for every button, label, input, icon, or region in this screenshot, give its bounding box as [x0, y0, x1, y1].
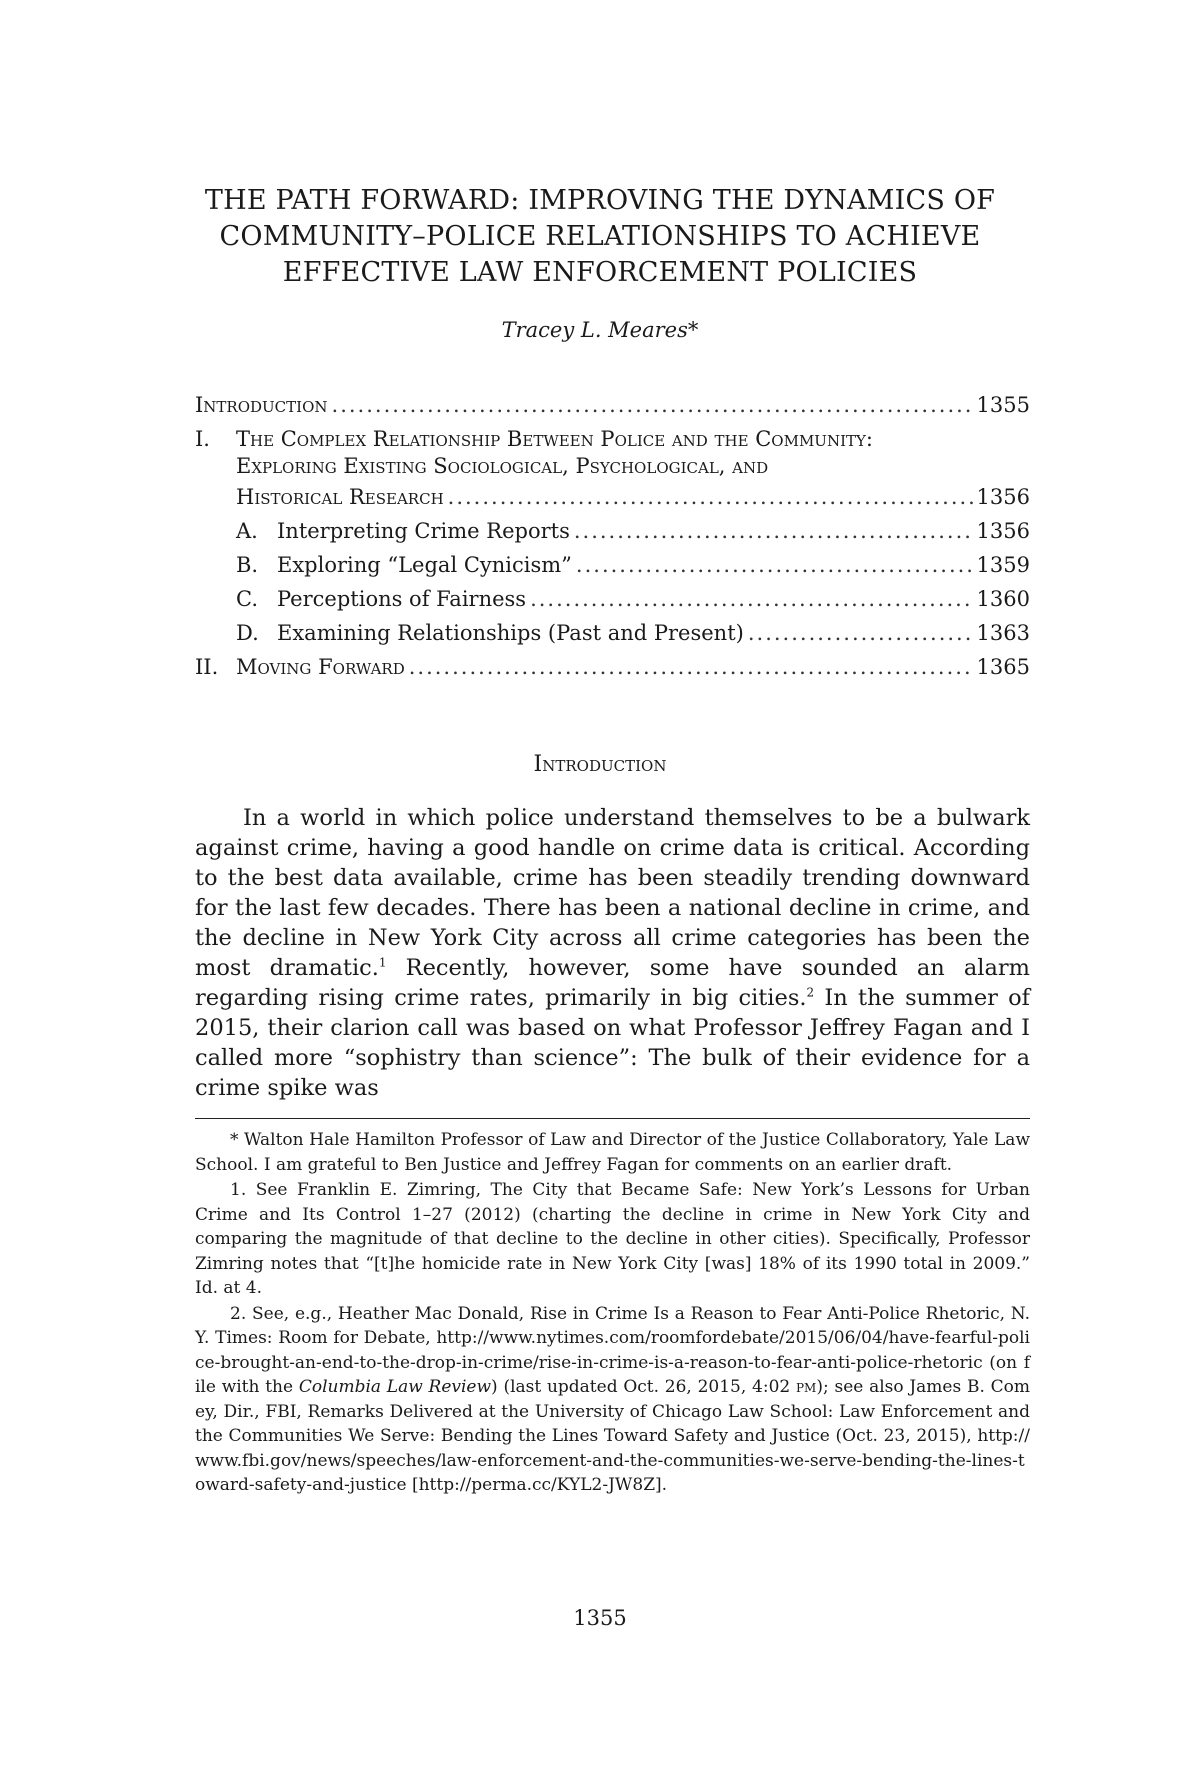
toc-entry-label: Perceptions of Fairness: [277, 587, 527, 611]
article-title: [180, 183, 1020, 291]
page-number: 1355: [573, 1606, 627, 1630]
author-name: Tracey L. Meares*: [501, 318, 699, 342]
toc-entry-part-1-c[interactable]: [195, 582, 1030, 616]
toc-leader-dots: [574, 514, 973, 548]
toc-entry-label: Exploring “Legal Cynicism”: [277, 553, 572, 577]
toc-leader-dots: [748, 616, 973, 650]
footnote-2: [195, 1302, 1030, 1498]
footnote-ref-1[interactable]: 1: [378, 955, 387, 970]
body-text: [195, 803, 1030, 1103]
body-text-run: Recently, however, some have sounded an alarm regarding rising crime rates, primarily in big cities.: [195, 955, 1030, 1011]
toc-entry-label: Examining Relationships (Past and Present): [277, 621, 744, 645]
toc-entry-page: 1359: [976, 553, 1030, 577]
toc-entry-page: 1360: [976, 587, 1030, 611]
toc-leader-dots: [448, 480, 973, 514]
toc-leader-dots: [530, 582, 972, 616]
body-text-run: In the summer of 2015, their clarion call was based on what Professor Jeffrey Fagan and I called more “sophistry than science”: The bulk of their evidence for a crime spike was: [195, 985, 1031, 1101]
toc-leader-dots: [576, 548, 973, 582]
footnote-2-text: ); see also James B. Comey, Dir., FBI, Remarks Delivered at the University of Chicago Law School: Law Enforcement and the Communities We Serve: Bending the Lines Toward Safety and Justice (Oct. 23, 2015), http://www.fbi.gov/news/speeches/law-enforcement-and-the-communities-we-serve-bending-the-lines-toward-safety-and-justice [http://perma.cc/KYL2-JW8Z].: [195, 1377, 1030, 1495]
footnote-star: * Walton Hale Hamilton Professor of Law and Director of the Justice Collaboratory, Yale Law School. I am grateful to Ben Justice and Jeffrey Fagan for comments on an earlier draft.: [195, 1130, 1030, 1175]
footnote-2-text: 2. See, e.g., Heather Mac Donald, Rise in Crime Is a Reason to Fear Anti-Police Rhetoric, N.Y. Times: Room for Debate, http://www.nytimes.com/roomfordebate/2015/06/04/have-fearful-police-brought-an-end-to-the-drop-in-crime/rise-in-crime-is-a-reason-to-fear-anti-police-rhetoric (on file with the: [195, 1303, 1030, 1397]
toc-entry-page: 1356: [976, 485, 1030, 509]
body-text-run: In a world in which police understand themselves to be a bulwark against crime, having a good handle on crime data is critical. According to the best data available, crime has been steadily trending downward for the last few decades. There has been a national decline in crime, and the decline in New York City across all crime categories has been the most dramatic.: [195, 805, 1030, 981]
toc-entry-number: I.: [195, 427, 210, 451]
toc-entry-number: II.: [195, 655, 219, 679]
toc-entry-page: 1356: [976, 519, 1030, 543]
toc-entry-part-1-b[interactable]: [195, 548, 1030, 582]
footnote-ref-2[interactable]: 2: [806, 985, 815, 1000]
toc-entry-number: B.: [236, 553, 259, 577]
footnote-2-time-suffix: pm: [795, 1377, 817, 1397]
toc-leader-dots: [409, 650, 973, 684]
toc-entry-part-1-a[interactable]: [195, 514, 1030, 548]
toc-entry-part-1-d[interactable]: [195, 616, 1030, 650]
body-paragraph: [195, 803, 1030, 1103]
toc-entry-label-line-3: Historical Research: [236, 485, 444, 509]
toc-entry-page: 1365: [976, 655, 1030, 679]
footnotes: [195, 1128, 1030, 1499]
toc-entry-label-line-1: The Complex Relationship Between Police and the Community:: [236, 427, 873, 451]
toc-entry-label-line-2: Exploring Existing Sociological, Psychological, and: [236, 454, 769, 478]
footnote-separator: [195, 1118, 1030, 1119]
toc-entry-part-1[interactable]: [195, 422, 1030, 514]
title-line-2: COMMUNITY–POLICE RELATIONSHIPS TO ACHIEVE: [219, 221, 981, 252]
toc-entry-number: D.: [236, 621, 259, 645]
table-of-contents: [195, 388, 1030, 684]
toc-entry-number: C.: [236, 587, 258, 611]
toc-entry-number: A.: [236, 519, 258, 543]
footnote-2-journal-name: Columbia Law Review: [298, 1377, 492, 1397]
toc-leader-dots: [332, 388, 973, 422]
toc-entry-page: 1363: [976, 621, 1030, 645]
toc-entry-page: 1355: [976, 393, 1030, 417]
section-heading: Introduction: [533, 752, 667, 777]
title-line-3: EFFECTIVE LAW ENFORCEMENT POLICIES: [282, 257, 918, 288]
toc-entry-label: Moving Forward: [236, 655, 405, 679]
title-line-1: THE PATH FORWARD: IMPROVING THE DYNAMICS OF: [204, 185, 996, 216]
toc-entry-introduction[interactable]: [195, 388, 1030, 422]
toc-entry-part-2[interactable]: [195, 650, 1030, 684]
footnote-1: 1. See Franklin E. Zimring, The City that Became Safe: New York’s Lessons for Urban Crime and Its Control 1–27 (2012) (charting the decline in crime in New York City and comparing the magnitude of that decline to the decline in other cities). Specifically, Professor Zimring notes that “[t]he homicide rate in New York City [was] 18% of its 1990 total in 2009.” Id. at 4.: [195, 1180, 1030, 1298]
toc-entry-label: Interpreting Crime Reports: [277, 519, 570, 543]
toc-entry-label: Introduction: [195, 393, 328, 417]
footnote-2-text: ) (last updated Oct. 26, 2015, 4:02: [491, 1377, 796, 1397]
